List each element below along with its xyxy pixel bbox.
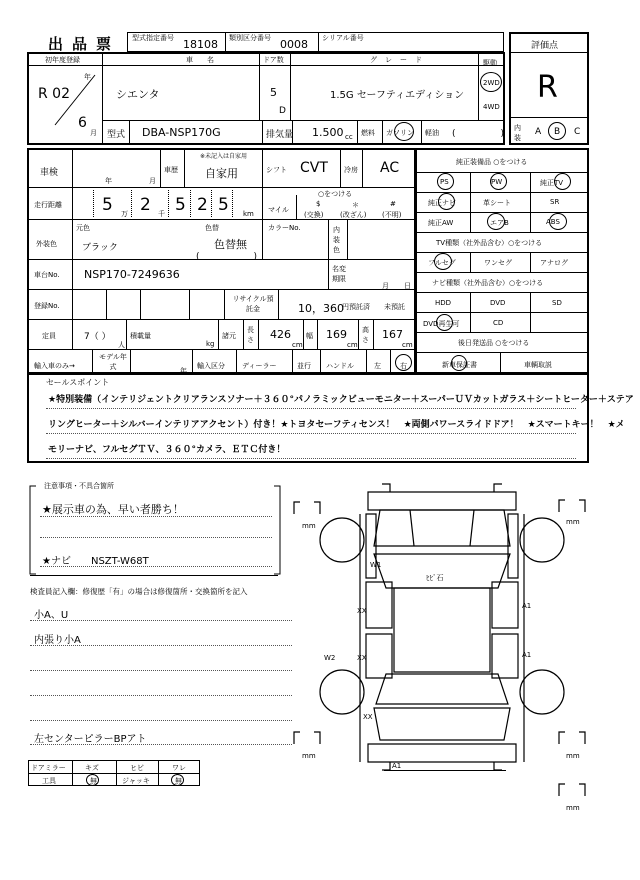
inspector-line-1: 小A、U — [34, 610, 69, 621]
displacement-label: 排気量 — [266, 130, 294, 140]
recycle-value: 10，360 — [298, 302, 344, 315]
damage-xx-3: XX — [363, 713, 373, 721]
cc-unit: cc — [345, 133, 353, 141]
damage-a1-1: A1 — [522, 602, 532, 610]
sales-line-1: ★特別装備（インテリジェントクリアランスソナー＋３６０°パノラミックビューモニター＋スーパーＵＶカットガラス＋シートヒーター＋ステア — [48, 395, 634, 405]
model-label: 型式 — [107, 130, 126, 140]
auth-number-value: 18108 — [183, 38, 218, 51]
damage-w2: W2 — [324, 654, 336, 662]
year-suffix: 年 — [84, 73, 91, 81]
capacity-value: 7（ ） — [84, 332, 111, 342]
notes-line-1: ★展示車の為、早い者勝ち！ — [42, 503, 184, 516]
later-label: 後日発送品 ○をつける — [458, 339, 530, 347]
genuine-label: 純正装備品 ○をつける — [456, 158, 528, 166]
mm-rear-left: mm — [302, 752, 316, 760]
car-name: シエンタ — [116, 88, 160, 101]
width-value: 169 — [326, 328, 347, 341]
shift-value: CVT — [300, 160, 328, 176]
first-reg-label: 初年度登録 — [45, 56, 80, 64]
damage-a1-3: A1 — [392, 762, 402, 770]
damage-xx-1: XX — [357, 607, 367, 615]
notes-label: 注意事項・不具合箇所 — [44, 482, 114, 490]
interior-c: C — [574, 127, 581, 137]
auth-number-label: 型式指定番号 — [132, 34, 174, 42]
chassis-value: NSP170-7249636 — [84, 268, 180, 281]
door-type: D — [279, 106, 286, 116]
mileage-d5: 5 — [218, 195, 229, 215]
month-suffix: 月 — [90, 129, 97, 137]
sales-point-label: セールスポイント — [46, 378, 110, 387]
tv-label: TV種類（社外品含む）○をつける — [436, 239, 543, 247]
fuel-gasoline: ガソリン — [386, 129, 414, 137]
class-number-value: 0008 — [280, 38, 308, 51]
history-value: 自家用 — [205, 167, 238, 180]
inspection-label: 車検 — [40, 168, 59, 178]
interior-b: B — [554, 127, 561, 137]
length-value: 426 — [270, 328, 291, 341]
mm-front-left: mm — [302, 522, 316, 530]
displacement-value: 1.500 — [312, 126, 344, 139]
first-reg-month: 6 — [78, 115, 87, 131]
inspector-line-2: 内張り小A — [34, 635, 81, 646]
mileage-label: 走行距離 — [34, 201, 62, 209]
reg-label: 登録No. — [34, 302, 60, 310]
cooling-label: 冷房 — [344, 166, 358, 174]
damage-xx-2: XX — [357, 654, 367, 662]
history-label: 車歴 — [164, 166, 178, 174]
drive-4wd: 4WD — [483, 103, 500, 111]
color-value: ブラック — [82, 243, 118, 253]
mileage-d4: 2 — [197, 195, 208, 215]
mm-rear-right: mm — [566, 752, 580, 760]
notes-line-2: ★ナビ NSZT-W68T — [42, 556, 149, 567]
mileage-d2: 2 — [140, 195, 151, 215]
drive-2wd: 2WD — [483, 79, 500, 87]
doors-label: ドア数 — [263, 56, 284, 64]
height-value: 167 — [382, 328, 403, 341]
import-label: 輸入車のみ→ — [34, 362, 75, 370]
damage-w1: W1 — [370, 561, 382, 569]
inspector-label: 検査員記入欄：修復歴「有」の場合は修復箇所・交換箇所を記入 — [30, 587, 248, 596]
drive-2wd-circle — [480, 72, 502, 92]
evaluation-score: R — [537, 70, 558, 105]
handle-right-circle — [395, 354, 412, 371]
interior-a: A — [535, 127, 542, 137]
history-note: ※未記入は自家用 — [200, 153, 248, 160]
cooling-value: AC — [380, 160, 400, 176]
sales-line-2: リングヒーター＋シルバーインテリアアクセント）付き！★トヨタセーフティセンス！ ★両側パワースライドドア！ ★スマートキー！ ★メ — [48, 420, 625, 430]
grade-label: グレード — [370, 56, 430, 64]
chassis-label: 車台No. — [34, 271, 60, 279]
mm-spare: mm — [566, 804, 580, 812]
color-label: 外装色 — [36, 240, 57, 248]
page-title: 出品票 — [48, 35, 121, 53]
interior-b-circle — [548, 122, 566, 140]
nav-label: ナビ種類（社外品含む）○をつける — [432, 279, 544, 287]
class-number-label: 類別区分番号 — [229, 34, 271, 42]
car-damage-diagram — [290, 478, 590, 808]
doors-value: 5 — [270, 86, 277, 99]
first-reg-year: R 02 — [38, 86, 70, 102]
interior-label: 内装 — [514, 124, 521, 142]
mm-front-right: mm — [566, 518, 580, 526]
sales-line-3: モリーナビ、フルセグＴＶ、３６０°カメラ、ＥＴＣ付き！ — [48, 445, 286, 455]
mileage-d3: 5 — [175, 195, 186, 215]
fuel-gasoline-circle — [394, 122, 414, 141]
fuel-light-oil: 軽油 — [425, 129, 439, 137]
inspector-line-6: 左センターピラーBPアト — [34, 734, 147, 745]
fuel-label: 燃料 — [361, 129, 375, 137]
damage-hibi: ﾋﾋﾞ石 — [426, 574, 444, 582]
evaluation-label: 評価点 — [531, 41, 559, 51]
drive-label: 駆動 — [483, 59, 497, 67]
capacity-label: 定員 — [42, 332, 56, 340]
mileage-d1: 5 — [102, 195, 113, 215]
serial-number-label: シリアル番号 — [322, 34, 364, 42]
model-value: DBA-NSP170G — [142, 126, 221, 139]
car-name-label: 車名 — [186, 56, 228, 64]
color-change-value: 色替無 — [214, 238, 247, 251]
shift-label: シフト — [266, 166, 287, 174]
damage-a1-2: A1 — [522, 651, 532, 659]
mile-label: マイル — [268, 206, 289, 214]
grade-value: 1.5G セーフティエディション — [330, 90, 465, 101]
